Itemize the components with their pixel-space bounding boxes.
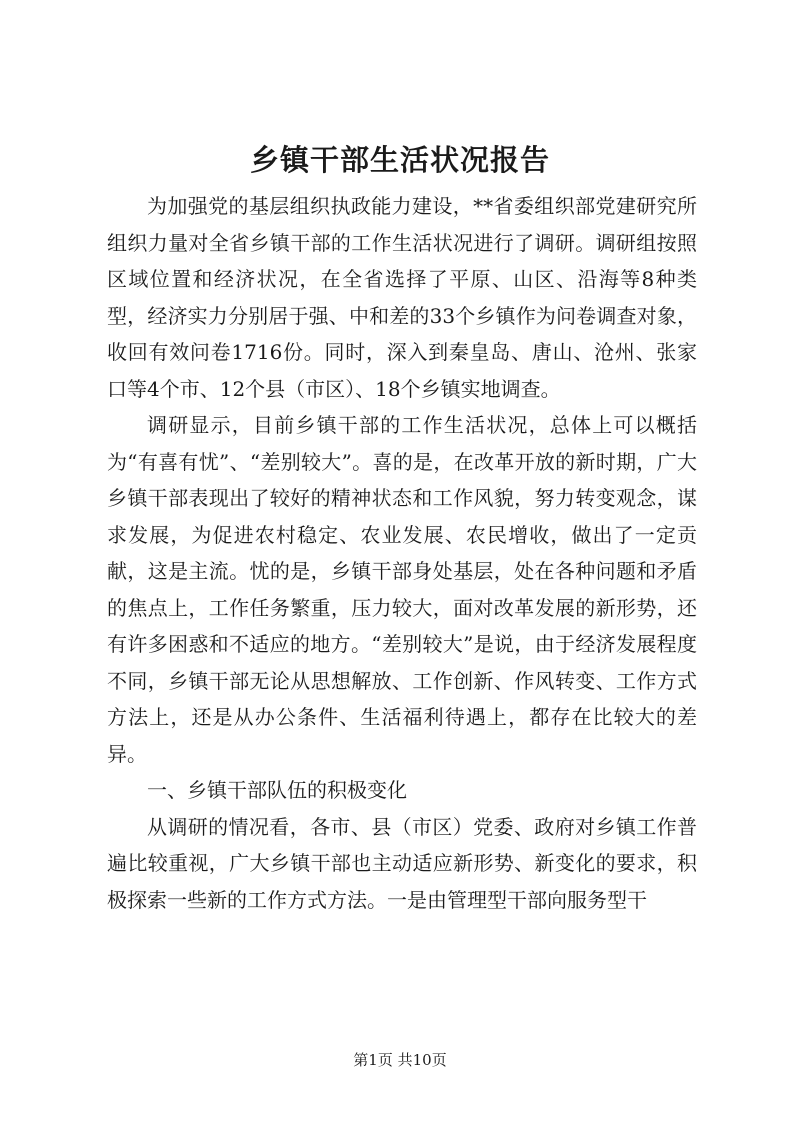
paragraph-intro: 为加强党的基层组织执政能力建设，**省委组织部党建研究所组织力量对全省乡镇干部的工作生活状况进行了调研。调研组按照区域位置和经济状况，在全省选择了平原、山区、沿海等8种类型，经济实力分别居于强、中和差的33个乡镇作为问卷调查对象，收回有效问卷1716份。同时，深入到秦皇岛、唐山、沧州、张家口等4个市、12个县（市区）、18个乡镇实地调查。 [107, 194, 697, 401]
document-title: 乡镇干部生活状况报告 [249, 143, 550, 177]
document-body [107, 188, 697, 918]
page-number: 第1页 共10页 [353, 1051, 447, 1069]
section-heading-1: 一、乡镇干部队伍的积极变化 [147, 778, 407, 802]
paragraph-survey-findings: 调研显示，目前乡镇干部的工作生活状况，总体上可以概括为“有喜有忧”、“差别较大”。喜的是，在改革开放的新时期，广大乡镇干部表现出了较好的精神状态和工作风貌，努力转变观念，谋求发展，为促进农村稳定、农业发展、农民增收，做出了一定贡献，这是主流。忧的是，乡镇干部身处基层，处在各种问题和矛盾的焦点上，工作任务繁重，压力较大，面对改革发展的新形势，还有许多困惑和不适应的地方。“差别较大”是说，由于经济发展程度不同，乡镇干部无论从思想解放、工作创新、作风转变、工作方式方法上，还是从办公条件、生活福利待遇上，都存在比较大的差异。 [107, 413, 697, 766]
paragraph-section-1: 从调研的情况看，各市、县（市区）党委、政府对乡镇工作普遍比较重视，广大乡镇干部也主动适应新形势、新变化的要求，积极探索一些新的工作方式方法。一是由管理型干部向服务型干 [107, 814, 697, 912]
